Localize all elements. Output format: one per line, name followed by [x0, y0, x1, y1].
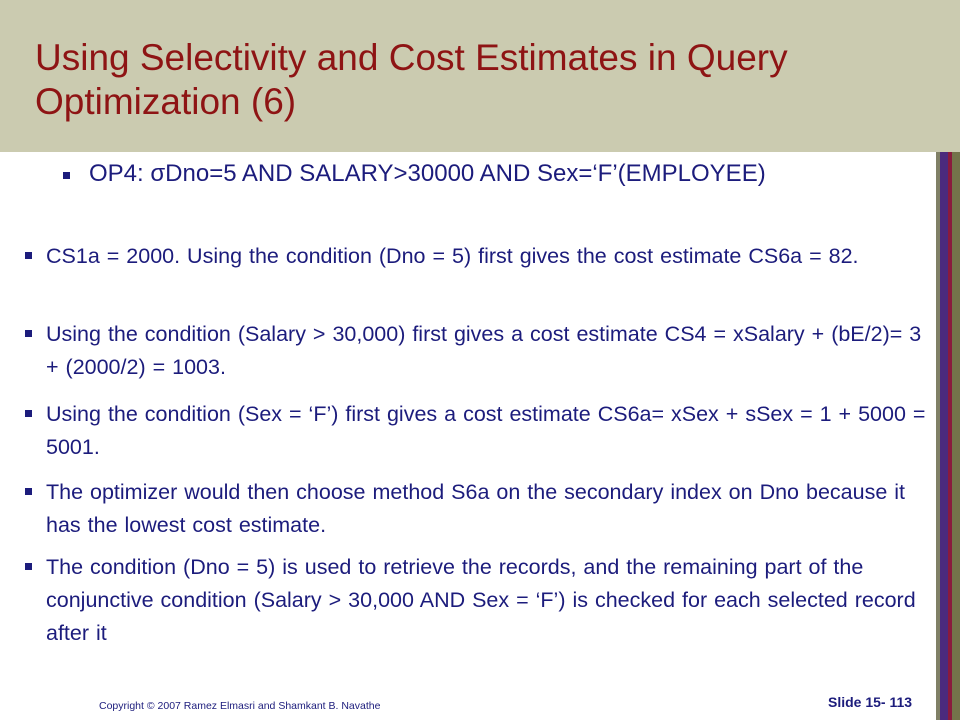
stripe-olive — [952, 152, 960, 720]
square-bullet-icon — [63, 172, 70, 179]
operation-text: OP4: σDno=5 AND SALARY>30000 AND Sex=‘F’(EMPLOYEE) — [89, 160, 766, 187]
decorative-side-stripes — [936, 152, 960, 720]
bullet-text: CS1a = 2000. Using the condition (Dno = 5) first gives the cost estimate CS6a = 82. — [46, 244, 859, 268]
slide-title: Using Selectivity and Cost Estimates in Query Optimization (6) — [35, 37, 788, 122]
bullet-text: Using the condition (Salary > 30,000) first gives a cost estimate CS4 = xSalary + (bE/2)= 3 + (2000/2) = 1003. — [46, 322, 922, 379]
square-bullet-icon — [25, 252, 32, 259]
square-bullet-icon — [25, 488, 32, 495]
title-band — [0, 0, 960, 152]
square-bullet-icon — [25, 563, 32, 570]
square-bullet-icon — [25, 410, 32, 417]
square-bullet-icon — [25, 330, 32, 337]
bullet-text: The optimizer would then choose method S6a on the secondary index on Dno because it has the lowest cost estimate. — [46, 480, 905, 537]
bullet-text: The condition (Dno = 5) is used to retrieve the records, and the remaining part of the conjunctive condition (Salary > 30,000 AND Sex = ‘F’) is checked for each selected record after it — [46, 555, 916, 645]
copyright-notice: Copyright © 2007 Ramez Elmasri and Shamkant B. Navathe — [99, 700, 381, 712]
stripe-purple — [940, 152, 948, 720]
slide-number: Slide 15- 113 — [828, 694, 913, 710]
bullet-text: Using the condition (Sex = ‘F’) first gives a cost estimate CS6a= xSex + sSex = 1 + 5000 = 5001. — [46, 402, 926, 459]
